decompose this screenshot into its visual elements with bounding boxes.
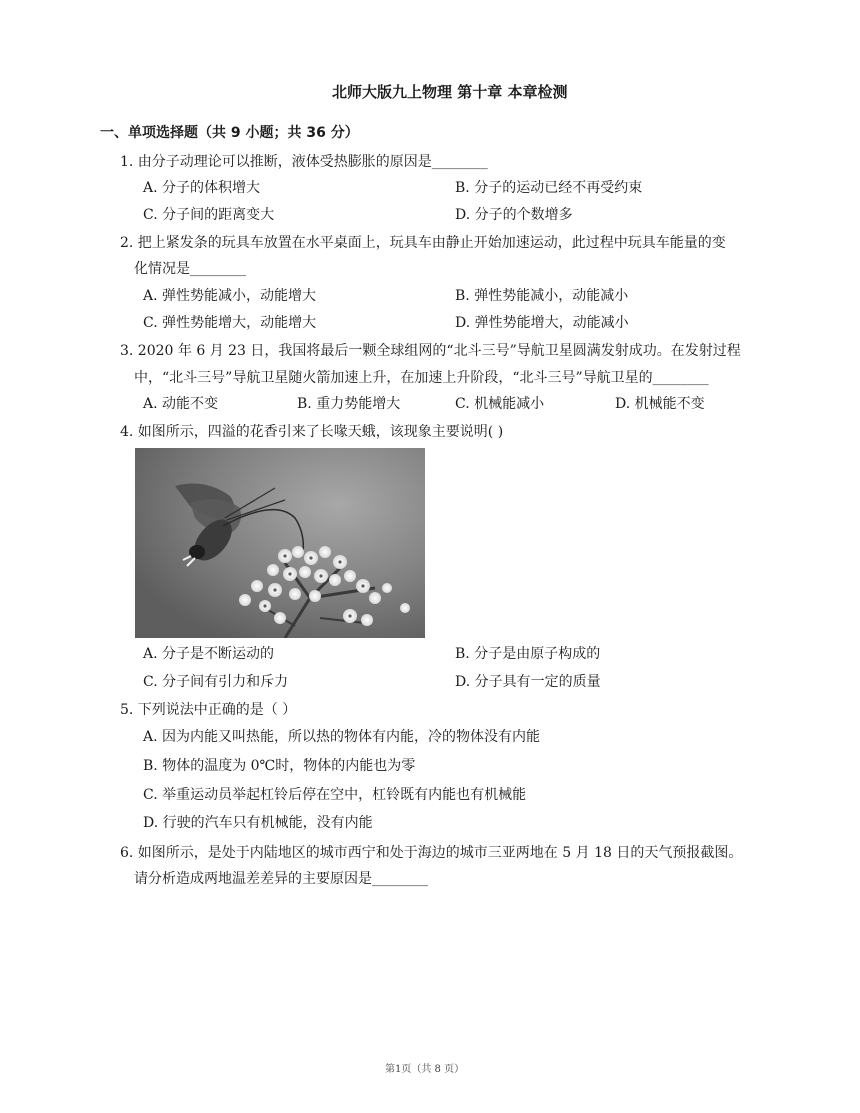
- question-4-option-b: B. 分子是由原子构成的: [455, 646, 601, 662]
- question-1-option-d: D. 分子的个数增多: [455, 207, 573, 223]
- question-3-stem-line-1: 3. 2020 年 6 月 23 日，我国将最后一颗全球组网的“北斗三号”导航卫星圆满发射成功。在发射过程: [120, 343, 741, 359]
- question-3-stem-line-2: 中，“北斗三号”导航卫星随火箭加速上升，在加速上升阶段，“北斗三号”导航卫星的________: [134, 370, 709, 386]
- question-2-stem-line-1: 2. 把上紧发条的玩具车放置在水平桌面上，玩具车由静止开始加速运动，此过程中玩具车能量的变: [120, 235, 726, 251]
- question-6-stem-line-1: 6. 如图所示，是处于内陆地区的城市西宁和处于海边的城市三亚两地在 5 月 18 日的天气预报截图。: [120, 845, 743, 861]
- question-4-option-c: C. 分子间有引力和斥力: [143, 674, 289, 690]
- question-5-option-b: B. 物体的温度为 0℃时，物体的内能也为零: [143, 758, 416, 774]
- question-1-option-b: B. 分子的运动已经不再受约束: [455, 180, 643, 196]
- question-3-option-a: A. 动能不变: [143, 396, 219, 412]
- page-footer: 第1页（共 8 页）: [385, 1064, 465, 1075]
- question-5-stem: 5. 下列说法中正确的是（ ）: [120, 702, 297, 718]
- page-title: 北师大版九上物理 第十章 本章检测: [332, 83, 568, 101]
- question-2-option-b: B. 弹性势能减小，动能减小: [455, 288, 629, 304]
- question-4-stem: 4. 如图所示，四溢的花香引来了长喙天蛾，该现象主要说明( ): [120, 424, 504, 440]
- question-1-option-a: A. 分子的体积增大: [143, 180, 261, 196]
- question-2-option-d: D. 弹性势能增大，动能减小: [455, 315, 629, 331]
- question-2-option-c: C. 弹性势能增大，动能增大: [143, 315, 317, 331]
- question-3-option-b: B. 重力势能增大: [297, 396, 401, 412]
- question-5-option-a: A. 因为内能又叫热能，所以热的物体有内能，冷的物体没有内能: [143, 729, 541, 745]
- question-6-stem-line-2: 请分析造成两地温差差异的主要原因是________: [134, 871, 428, 887]
- hawkmoth-flower-photo: [135, 448, 425, 638]
- section-heading: 一、单项选择题（共 9 小题；共 36 分）: [100, 125, 359, 141]
- question-3-option-c: C. 机械能减小: [455, 396, 545, 412]
- question-2-option-a: A. 弹性势能减小，动能增大: [143, 288, 317, 304]
- question-4-option-a: A. 分子是不断运动的: [143, 646, 275, 662]
- question-2-stem-line-2: 化情况是________: [134, 261, 246, 277]
- question-5-option-c: C. 举重运动员举起杠铃后停在空中，杠铃既有内能也有机械能: [143, 787, 527, 803]
- question-4-option-d: D. 分子具有一定的质量: [455, 674, 601, 690]
- question-3-option-d: D. 机械能不变: [615, 396, 705, 412]
- question-1-option-c: C. 分子间的距离变大: [143, 207, 275, 223]
- question-1-stem: 1. 由分子动理论可以推断，液体受热膨胀的原因是________: [120, 154, 488, 170]
- question-5-option-d: D. 行驶的汽车只有机械能，没有内能: [143, 815, 373, 831]
- hawkmoth-flower-illustration: [135, 448, 425, 638]
